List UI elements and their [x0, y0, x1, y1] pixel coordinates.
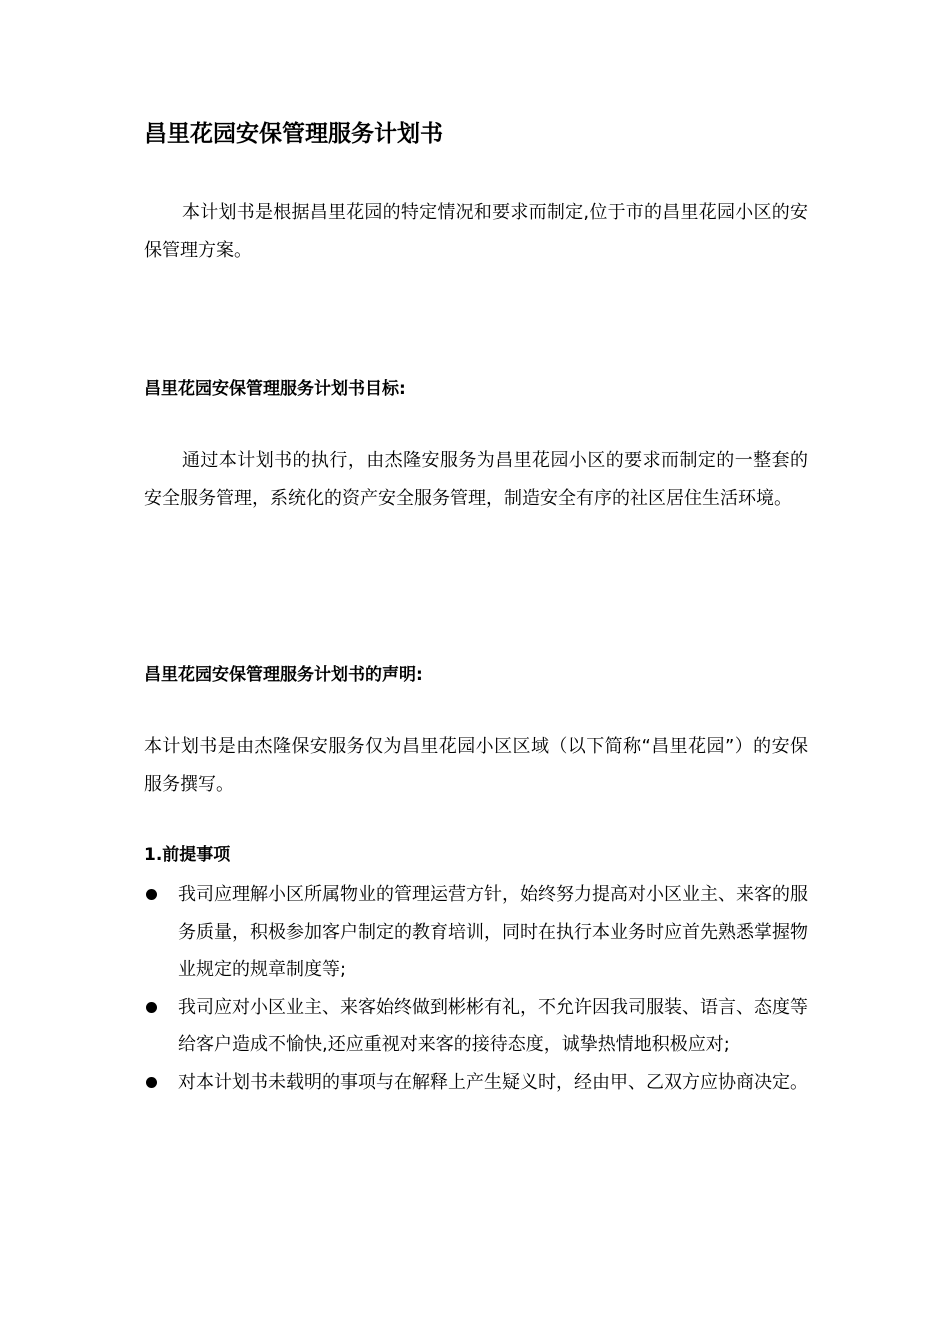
goal-heading: 昌里花园安保管理服务计划书目标: — [144, 379, 406, 399]
list-item — [144, 1064, 808, 1102]
bullet-icon — [146, 889, 157, 900]
section1-heading: 1.前提事项 — [144, 845, 231, 865]
bullet-icon — [146, 1077, 157, 1088]
statement-paragraph: 本计划书是由杰隆保安服务仅为昌里花园小区区域（以下简称“昌里花园”）的安保服务撰写。 — [144, 736, 808, 795]
document-title: 昌里花园安保管理服务计划书 — [144, 121, 443, 147]
bullet-icon — [146, 1002, 157, 1013]
statement-heading: 昌里花园安保管理服务计划书的声明: — [144, 665, 423, 685]
list-item — [144, 876, 808, 989]
list-item-text: 对本计划书未载明的事项与在解释上产生疑义时，经由甲、乙双方应协商决定。 — [178, 1071, 808, 1093]
list-item-text: 我司应理解小区所属物业的管理运营方针，始终努力提高对小区业主、来客的服务质量，积极参加客户制定的教育培训，同时在执行本业务时应首先熟悉掌握物业规定的规章制度等; — [178, 884, 808, 980]
goal-section — [144, 442, 808, 517]
statement-section — [144, 728, 808, 803]
list-item — [144, 989, 808, 1064]
intro-section — [144, 194, 808, 269]
intro-paragraph: 本计划书是根据昌里花园的特定情况和要求而制定,位于市的昌里花园小区的安保管理方案。 — [144, 202, 808, 261]
list-item-text: 我司应对小区业主、来客始终做到彬彬有礼，不允许因我司服装、语言、态度等给客户造成不愉快,还应重视对来客的接待态度，诚挚热情地积极应对; — [178, 996, 808, 1055]
prerequisite-list — [144, 876, 808, 1101]
goal-paragraph: 通过本计划书的执行，由杰隆安服务为昌里花园小区的要求而制定的一整套的安全服务管理，系统化的资产安全服务管理，制造安全有序的社区居住生活环境。 — [144, 450, 808, 509]
